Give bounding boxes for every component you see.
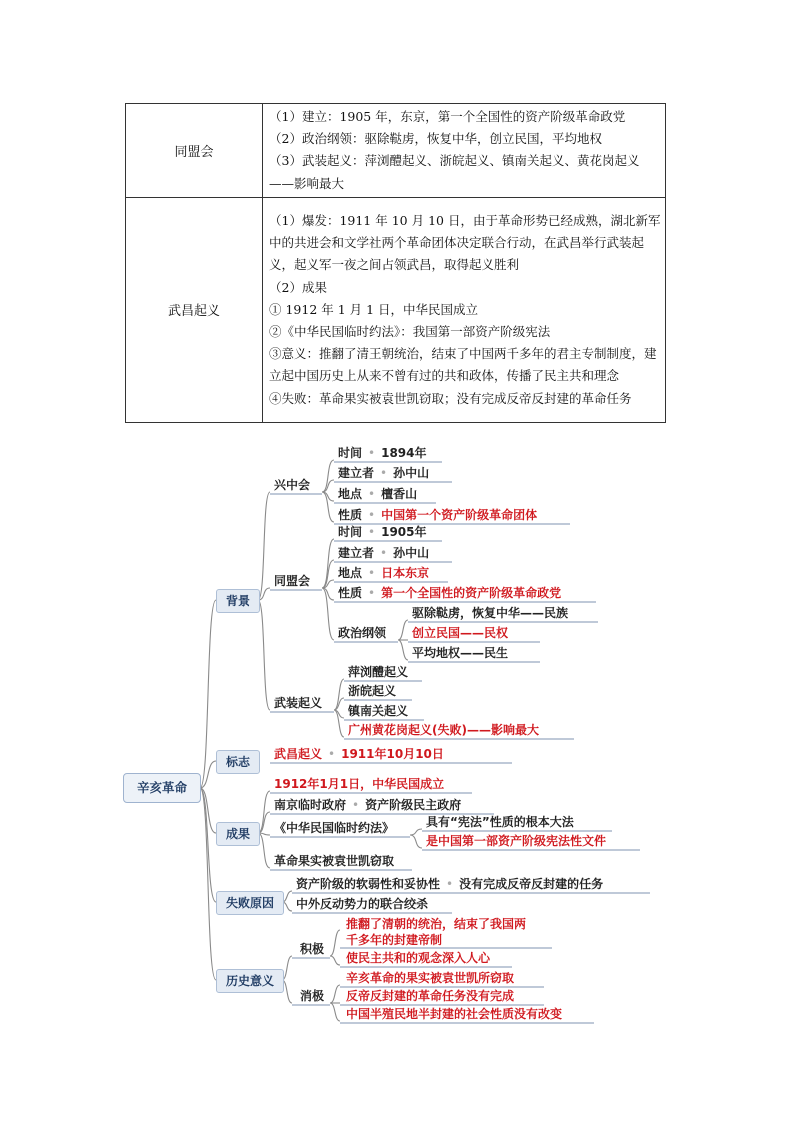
failure-row: 资产阶级的软弱性和妥协性 • 没有完成反帝反封建的任务 xyxy=(296,877,604,891)
uprising-item: 萍浏醴起义 xyxy=(348,665,409,679)
xzh-time-key: 时间 xyxy=(338,446,363,460)
program-item: 平均地权——民生 xyxy=(412,646,509,660)
branch-failure: 失败原因 xyxy=(216,891,284,915)
xzh-nature-key: 性质 xyxy=(338,508,363,522)
program-item: 创立民国——民权 xyxy=(412,626,509,640)
tmh-time-value: 1905年 xyxy=(381,525,427,539)
tongmenghui-label: 同盟会 xyxy=(274,574,311,588)
mind-map xyxy=(0,430,800,1030)
sign-row: 武昌起义 • 1911年10月10日 xyxy=(274,747,444,761)
content-line: ① 1912 年 1 月 1 日，中华民国成立 xyxy=(269,301,479,317)
negative-item: 辛亥革命的果实被袁世凯所窃取 xyxy=(346,971,515,985)
law-point: 具有“宪法”性质的根本大法 xyxy=(426,815,574,829)
tmh-time: 时间 • 1905年 xyxy=(338,525,427,539)
xzh-place-key: 地点 xyxy=(338,487,363,501)
content-line: ②《中华民国临时约法》：我国第一部资产阶级宪法 xyxy=(269,323,551,339)
result-gov-name: 南京临时政府 xyxy=(274,798,347,812)
uprising-item: 浙皖起义 xyxy=(348,684,397,698)
failure-incomplete: 没有完成反帝反封建的任务 xyxy=(459,877,604,891)
branch-sign: 标志 xyxy=(216,750,260,774)
result-gov: 南京临时政府 • 资产阶级民主政府 xyxy=(274,798,462,812)
sign-event: 武昌起义 xyxy=(274,747,323,761)
tmh-founder: 建立者 • 孙中山 xyxy=(338,546,430,560)
significance-positive-label: 积极 xyxy=(300,942,325,956)
row-content xyxy=(263,104,666,198)
positive-item: 使民主共和的观念深入人心 xyxy=(346,951,491,965)
sign-date: 1911年10月10日 xyxy=(341,747,444,761)
table-row xyxy=(126,197,666,422)
row-label: 武昌起义 xyxy=(126,197,263,422)
tmh-time-key: 时间 xyxy=(338,525,363,539)
branch-background: 背景 xyxy=(216,589,260,613)
branch-results: 成果 xyxy=(216,822,260,846)
uprisings-label: 武装起义 xyxy=(274,696,323,710)
result-law: 《中华民国临时约法》 xyxy=(274,821,395,835)
tmh-nature: 性质 • 第一个全国性的资产阶级革命政党 xyxy=(338,586,562,600)
result-founding: 1912年1月1日，中华民国成立 xyxy=(274,777,445,791)
row-content xyxy=(263,197,666,422)
tmh-nature-value: 第一个全国性的资产阶级革命政党 xyxy=(381,586,562,600)
content-line: （1）建立：1905 年，东京，第一个全国性的资产阶级革命政党 xyxy=(269,109,626,124)
xzh-time: 时间 • 1894年 xyxy=(338,446,427,460)
xzh-place: 地点 • 檀香山 xyxy=(338,487,418,501)
tmh-place-value: 日本东京 xyxy=(381,566,430,580)
tmh-program-label: 政治纲领 xyxy=(338,626,387,640)
xzh-place-value: 檀香山 xyxy=(381,487,418,501)
uprising-item: 广州黄花岗起义(失败)——影响最大 xyxy=(348,723,539,737)
xzh-founder-key: 建立者 xyxy=(338,466,375,480)
tmh-founder-key: 建立者 xyxy=(338,546,375,560)
table-row xyxy=(126,104,666,198)
xzh-nature: 性质 • 中国第一个资产阶级革命团体 xyxy=(338,508,538,522)
xzh-time-value: 1894年 xyxy=(381,446,427,460)
xzh-nature-value: 中国第一个资产阶级革命团体 xyxy=(381,508,538,522)
xingzhonghui-label: 兴中会 xyxy=(274,478,311,492)
tmh-founder-value: 孙中山 xyxy=(393,546,430,560)
law-point: 是中国第一部资产阶级宪法性文件 xyxy=(426,834,607,848)
row-label: 同盟会 xyxy=(126,104,263,198)
content-line: （2）政治纲领：驱除鞑虏，恢复中华，创立民国，平均地权 xyxy=(269,131,602,147)
program-item: 驱除鞑虏，恢复中华——民族 xyxy=(412,606,569,620)
failure-weak: 资产阶级的软弱性和妥协性 xyxy=(296,877,441,891)
tmh-place-key: 地点 xyxy=(338,566,363,580)
positive-item: 推翻了清朝的统治，结束了我国两 xyxy=(346,917,527,931)
result-gov-nature: 资产阶级民主政府 xyxy=(365,798,462,812)
branch-significance: 历史意义 xyxy=(216,969,284,993)
mindmap-root: 辛亥革命 xyxy=(123,773,201,803)
content-line: （1）爆发：1911 年 10 月 10 日，由于革命形势已经成熟，湖北新军中的共进会和文学社两个革命团体决定联合行动，在武昌举行武装起义，起义军一夜之间占领武昌，取得起义胜利 xyxy=(269,212,661,273)
xzh-founder: 建立者 • 孙中山 xyxy=(338,466,430,480)
summary-table xyxy=(125,103,666,423)
content-line: （2）成果 xyxy=(269,279,327,295)
positive-item-cont: 千多年的封建帝制 xyxy=(346,933,443,947)
significance-negative-label: 消极 xyxy=(300,989,325,1003)
tmh-nature-key: 性质 xyxy=(338,586,363,600)
uprising-item: 镇南关起义 xyxy=(348,704,409,718)
content-line: （3）武装起义：萍浏醴起义、浙皖起义、镇南关起义、黄花岗起义——影响最大 xyxy=(269,153,640,191)
content-line: ④失败：革命果实被袁世凯窃取；没有完成反帝反封建的革命任务 xyxy=(269,390,632,406)
tmh-place: 地点 • 日本东京 xyxy=(338,566,430,580)
content-line: ③意义：推翻了清王朝统治，结束了中国两千多年的君主专制制度，建立起中国历史上从来不曾有过的共和政体，传播了民主共和理念 xyxy=(269,346,657,384)
xzh-founder-value: 孙中山 xyxy=(393,466,430,480)
failure-collusion: 中外反动势力的联合绞杀 xyxy=(296,897,429,911)
negative-item: 中国半殖民地半封建的社会性质没有改变 xyxy=(346,1007,563,1021)
negative-item: 反帝反封建的革命任务没有完成 xyxy=(346,989,515,1003)
result-stolen: 革命果实被袁世凯窃取 xyxy=(274,854,395,868)
